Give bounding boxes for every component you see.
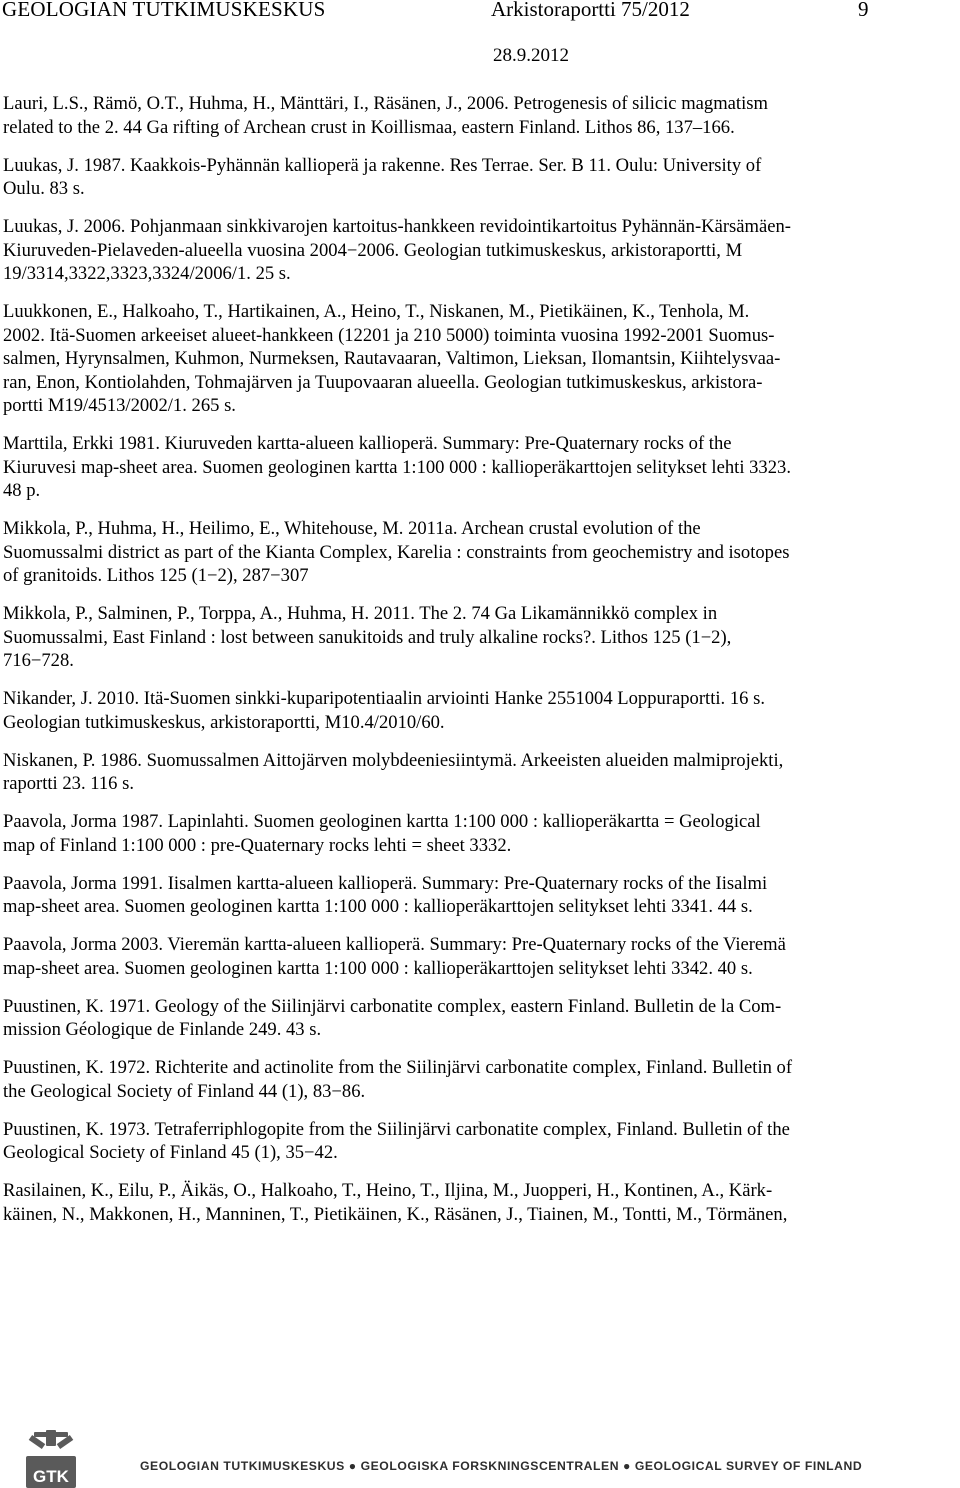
- reference-entry: Luukas, J. 2006. Pohjanmaan sinkkivarojen kartoitus-hankkeen revidointikartoitus Pyhännän-Kärsämäen- Kiuruveden-Pielaveden-alueella vuosina 2004−2006. Geologian tutkimuskeskus, arkistoraportti, M 19/3314,3322,3323,3324/2006/1. 25 s.: [3, 216, 791, 284]
- header-page-number: 9: [858, 0, 869, 21]
- reference-entry: Mikkola, P., Huhma, H., Heilimo, E., Whitehouse, M. 2011a. Archean crustal evolution of the Suomussalmi district as part of the Kianta Complex, Karelia : constraints from geochemistry and isotopes of granitoids. Lithos 125 (1−2), 287−307: [3, 518, 790, 586]
- reference-entry: Puustinen, K. 1973. Tetraferriphlogopite from the Siilinjärvi carbonatite complex, Finland. Bulletin of the Geological Society of Finland 45 (1), 35−42.: [3, 1118, 790, 1163]
- reference-list: [3, 92, 960, 1241]
- gtk-logo-text: GTK: [33, 1467, 69, 1486]
- reference-entry: Paavola, Jorma 2003. Vieremän kartta-alueen kallioperä. Summary: Pre-Quaternary rocks of the Vieremä map-sheet area. Suomen geologinen kartta 1:100 000 : kallioperäkarttojen selitykset lehti 3342. 40 s.: [3, 934, 786, 979]
- header-report-number: Arkistoraportti 75/2012: [491, 0, 690, 21]
- reference-entry: Luukas, J. 1987. Kaakkois-Pyhännän kallioperä ja rakenne. Res Terrae. Ser. B 11. Oulu: University of Oulu. 83 s.: [3, 154, 762, 199]
- reference-entry: Paavola, Jorma 1987. Lapinlahti. Suomen geologinen kartta 1:100 000 : kallioperäkartta = Geological map of Finland 1:100 000 : pre-Quaternary rocks lehti = sheet 3332.: [3, 811, 761, 856]
- reference-entry: Luukkonen, E., Halkoaho, T., Hartikainen, A., Heino, T., Niskanen, M., Pietikäinen, K., Tenhola, M. 2002. Itä-Suomen arkeeiset alueet-hankkeen (12201 ja 210 5000) toiminta vuosina 1992-2001 Suomus- salmen, Hyrynsalmen, Kuhmon, Nurmeksen, Rautavaaran, Valtimon, Lieksan, Ilomantsin, Kiihtelysvaa- ran, Enon, Kontiolahden, Tohmajärven ja Tuupovaaran alueella. Geologian tutkimuskeskus, arkistora- portti M19/4513/2002/1. 265 s.: [3, 301, 781, 416]
- footer-tagline: GEOLOGIAN TUTKIMUSKESKUS ● GEOLOGISKA FORSKNINGSCENTRALEN ● GEOLOGICAL SURVEY OF FINLAND: [140, 1459, 863, 1473]
- page-footer: [0, 1415, 960, 1486]
- reference-entry: Puustinen, K. 1971. Geology of the Siilinjärvi carbonatite complex, eastern Finland. Bulletin de la Com- mission Géologique de Finlande 249. 43 s.: [3, 995, 782, 1040]
- header-organization: GEOLOGIAN TUTKIMUSKESKUS: [2, 0, 326, 21]
- reference-entry: Puustinen, K. 1972. Richterite and actinolite from the Siilinjärvi carbonatite complex, Finland. Bulletin of the Geological Society of Finland 44 (1), 83−86.: [3, 1057, 793, 1102]
- gtk-logo-icon: [26, 1430, 76, 1488]
- reference-entry: Nikander, J. 2010. Itä-Suomen sinkki-kuparipotentiaalin arviointi Hanke 2551004 Loppuraportti. 16 s. Geologian tutkimuskeskus, arkistoraportti, M10.4/2010/60.: [3, 688, 765, 733]
- page-header: [0, 0, 960, 80]
- reference-entry: Mikkola, P., Salminen, P., Torppa, A., Huhma, H. 2011. The 2. 74 Ga Likamännikkö complex in Suomussalmi, East Finland : lost between sanukitoids and truly alkaline rocks?. Lithos 125 (1−2), 716−728.: [3, 603, 732, 671]
- reference-entry: Niskanen, P. 1986. Suomussalmen Aittojärven molybdeeniesiintymä. Arkeeisten alueiden malmiprojekti, raportti 23. 116 s.: [3, 749, 784, 794]
- header-date: 28.9.2012: [493, 45, 569, 66]
- reference-entry: Lauri, L.S., Rämö, O.T., Huhma, H., Mänttäri, I., Räsänen, J., 2006. Petrogenesis of silicic magmatism related to the 2. 44 Ga rifting of Archean crust in Koillismaa, eastern Finland. Lithos 86, 137‒166.: [3, 93, 768, 138]
- reference-entry: Marttila, Erkki 1981. Kiuruveden kartta-alueen kallioperä. Summary: Pre-Quaternary rocks of the Kiuruvesi map-sheet area. Suomen geologinen kartta 1:100 000 : kallioperäkarttojen selitykset lehti 3323. 48 p.: [3, 433, 791, 501]
- reference-entry: Rasilainen, K., Eilu, P., Äikäs, O., Halkoaho, T., Heino, T., Iljina, M., Juopperi, H., Kontinen, A., Kärk- käinen, N., Makkonen, H., Manninen, T., Pietikäinen, K., Räsänen, J., Tiainen, M., Tontti, M., Törmänen,: [3, 1180, 788, 1225]
- reference-entry: Paavola, Jorma 1991. Iisalmen kartta-alueen kallioperä. Summary: Pre-Quaternary rocks of the Iisalmi map-sheet area. Suomen geologinen kartta 1:100 000 : kallioperäkarttojen selitykset lehti 3341. 44 s.: [3, 872, 768, 917]
